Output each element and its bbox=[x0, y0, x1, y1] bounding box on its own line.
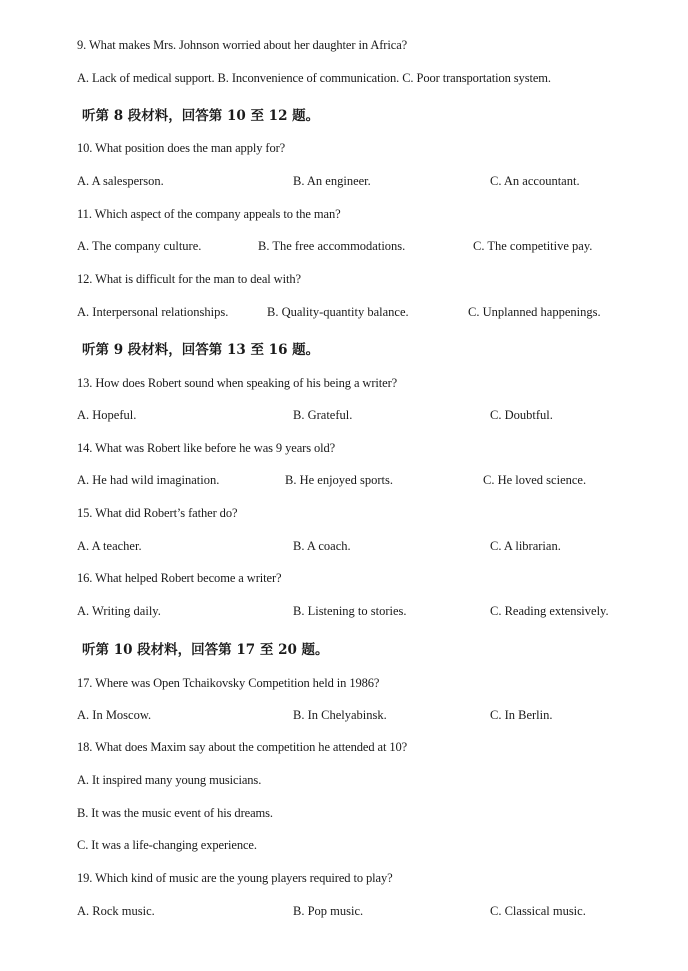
q13-option-a: A. Hopeful. bbox=[77, 408, 137, 422]
q10-option-a: A. A salesperson. bbox=[77, 174, 164, 188]
q18-option-a: A. It inspired many young musicians. bbox=[77, 773, 262, 787]
q19-question: 19. Which kind of music are the young players required to play? bbox=[77, 871, 393, 885]
q10-question: 10. What position does the man apply for? bbox=[77, 141, 286, 155]
q18-question: 18. What does Maxim say about the competition he attended at 10? bbox=[77, 740, 408, 754]
q15-option-b: B. A coach. bbox=[293, 539, 351, 553]
q9-question: 9. What makes Mrs. Johnson worried about her daughter in Africa? bbox=[77, 38, 408, 52]
q15-option-c: C. A librarian. bbox=[490, 539, 561, 553]
section-8-heading: 听第 8 段材料，回答第 10 至 12 题。 bbox=[82, 108, 320, 124]
q9-options: A. Lack of medical support. B. Inconvenience of communication. C. Poor transportation system. bbox=[77, 71, 551, 85]
q18-option-c: C. It was a life-changing experience. bbox=[77, 838, 257, 852]
q12-question: 12. What is difficult for the man to deal with? bbox=[77, 272, 301, 286]
q14-option-b: B. He enjoyed sports. bbox=[285, 473, 393, 487]
q10-option-c: C. An accountant. bbox=[490, 174, 580, 188]
q11-option-b: B. The free accommodations. bbox=[258, 239, 406, 253]
q14-option-a: A. He had wild imagination. bbox=[77, 473, 220, 487]
q14-question: 14. What was Robert like before he was 9 years old? bbox=[77, 441, 336, 455]
q16-option-a: A. Writing daily. bbox=[77, 604, 161, 618]
q16-question: 16. What helped Robert become a writer? bbox=[77, 571, 282, 585]
q13-option-b: B. Grateful. bbox=[293, 408, 353, 422]
q11-question: 11. Which aspect of the company appeals to the man? bbox=[77, 207, 341, 221]
q19-option-c: C. Classical music. bbox=[490, 904, 586, 918]
q13-option-c: C. Doubtful. bbox=[490, 408, 553, 422]
q17-option-b: B. In Chelyabinsk. bbox=[293, 708, 387, 722]
q12-option-a: A. Interpersonal relationships. bbox=[77, 305, 229, 319]
q17-option-a: A. In Moscow. bbox=[77, 708, 152, 722]
q15-question: 15. What did Robert’s father do? bbox=[77, 506, 238, 520]
q17-question: 17. Where was Open Tchaikovsky Competition held in 1986? bbox=[77, 676, 380, 690]
q15-option-a: A. A teacher. bbox=[77, 539, 142, 553]
section-10-heading: 听第 10 段材料，回答第 17 至 20 题。 bbox=[82, 642, 329, 658]
q12-option-b: B. Quality-quantity balance. bbox=[267, 305, 409, 319]
q16-option-b: B. Listening to stories. bbox=[293, 604, 407, 618]
q11-option-c: C. The competitive pay. bbox=[473, 239, 593, 253]
q11-option-a: A. The company culture. bbox=[77, 239, 202, 253]
q18-option-b: B. It was the music event of his dreams. bbox=[77, 806, 273, 820]
q13-question: 13. How does Robert sound when speaking of his being a writer? bbox=[77, 376, 398, 390]
section-9-heading: 听第 9 段材料，回答第 13 至 16 题。 bbox=[82, 342, 320, 358]
q12-option-c: C. Unplanned happenings. bbox=[468, 305, 601, 319]
q14-option-c: C. He loved science. bbox=[483, 473, 587, 487]
q16-option-c: C. Reading extensively. bbox=[490, 604, 609, 618]
q19-option-b: B. Pop music. bbox=[293, 904, 364, 918]
q10-option-b: B. An engineer. bbox=[293, 174, 371, 188]
q19-option-a: A. Rock music. bbox=[77, 904, 155, 918]
q17-option-c: C. In Berlin. bbox=[490, 708, 553, 722]
